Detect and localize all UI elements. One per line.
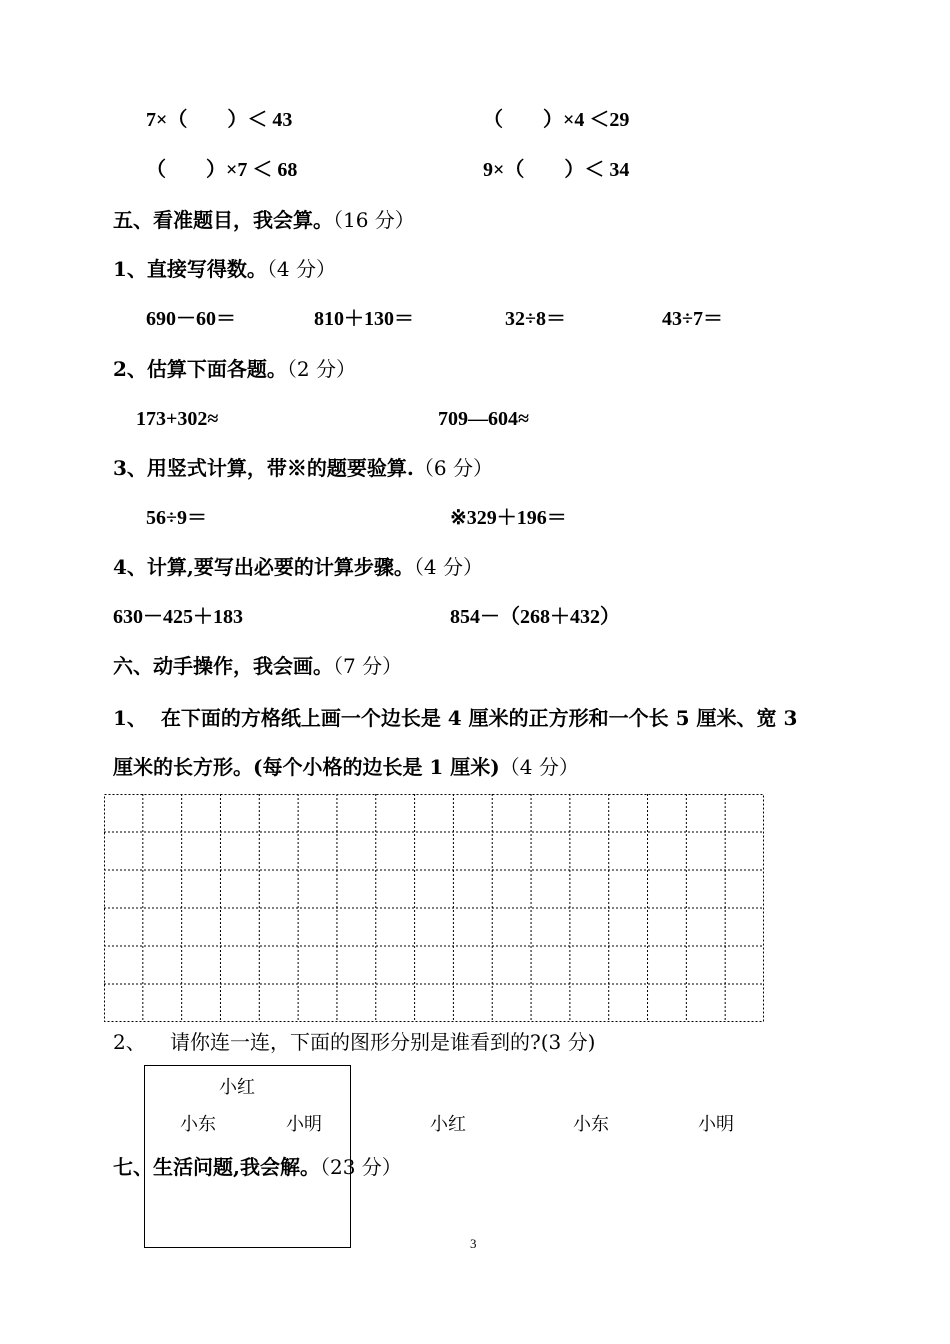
s6-q1-line2-wrap — [113, 755, 579, 779]
q1-heading — [113, 257, 336, 281]
page-number: 3 — [470, 1236, 477, 1251]
section7-points: （23 分） — [319, 1155, 402, 1179]
section6-points: （7 分） — [333, 654, 403, 678]
q4-heading — [113, 555, 483, 579]
section5-points: （16 分） — [333, 208, 415, 232]
view-name-3: 小明 — [698, 1114, 734, 1135]
s6-q1-line1: 1、 在下面的方格纸上画一个边长是 4 厘米的正方形和一个长 5 厘米、宽 3 — [113, 706, 798, 730]
q4-points: （4 分） — [413, 555, 483, 579]
q1-item-4: 43÷7＝ — [662, 308, 723, 330]
q1-points: （4 分） — [266, 257, 337, 281]
q1-title: 1、直接写得数。 — [113, 257, 267, 281]
q4-title: 4、计算,要写出必要的计算步骤。 — [113, 555, 414, 579]
q2-item-1: 173+302≈ — [136, 408, 219, 430]
compare-row-2-right: 9×（ ）＜ 34 — [483, 159, 630, 181]
box-name-right: 小明 — [286, 1114, 322, 1135]
compare-row-2-left: （ ）×7 ＜ 68 — [146, 159, 298, 181]
section6-heading — [113, 654, 402, 678]
view-name-1: 小红 — [430, 1114, 466, 1135]
box-name-top: 小红 — [219, 1077, 255, 1098]
s6-q1-points: （4 分） — [499, 755, 579, 779]
q1-item-3: 32÷8＝ — [505, 308, 566, 330]
s6-q2-heading — [170, 1030, 595, 1054]
q2-title: 2、估算下面各题。 — [113, 357, 287, 381]
graph-paper-grid[interactable] — [104, 794, 764, 1022]
q3-item-1: 56÷9＝ — [146, 507, 207, 529]
q1-item-2: 810＋130＝ — [314, 308, 414, 330]
s6-q2-points: (3 分) — [540, 1030, 596, 1054]
section5-title: 五、看准题目，我会算。 — [113, 208, 333, 232]
section5-heading — [113, 208, 415, 232]
section6-title: 六、动手操作，我会画。 — [113, 654, 333, 678]
compare-row-1-left: 7×（ ）＜ 43 — [146, 109, 293, 131]
box-name-left: 小东 — [180, 1114, 216, 1135]
s6-q2-text: 请你连一连，下面的图形分别是谁看到的? — [170, 1030, 541, 1054]
q3-heading — [113, 456, 493, 480]
compare-row-1-right: （ ）×4 ＜29 — [483, 109, 630, 131]
q3-title: 3、用竖式计算，带※的题要验算. — [113, 456, 414, 480]
s6-q1-line2: 厘米的长方形。(每个小格的边长是 1 厘米) — [113, 755, 500, 779]
q2-points: （2 分） — [286, 357, 357, 381]
view-name-2: 小东 — [573, 1114, 609, 1135]
q4-item-1: 630－425＋183 — [113, 606, 243, 628]
q4-item-2: 854－（268＋432） — [450, 606, 620, 628]
q2-heading — [113, 357, 356, 381]
q3-item-2: ※329＋196＝ — [450, 507, 567, 529]
q3-points: （6 分） — [413, 456, 493, 480]
s6-q2-prefix: 2、 — [113, 1030, 146, 1054]
q1-item-1: 690－60＝ — [146, 308, 236, 330]
q2-item-2: 709—604≈ — [438, 408, 529, 430]
section7-title: 七、生活问题,我会解。 — [113, 1155, 320, 1179]
